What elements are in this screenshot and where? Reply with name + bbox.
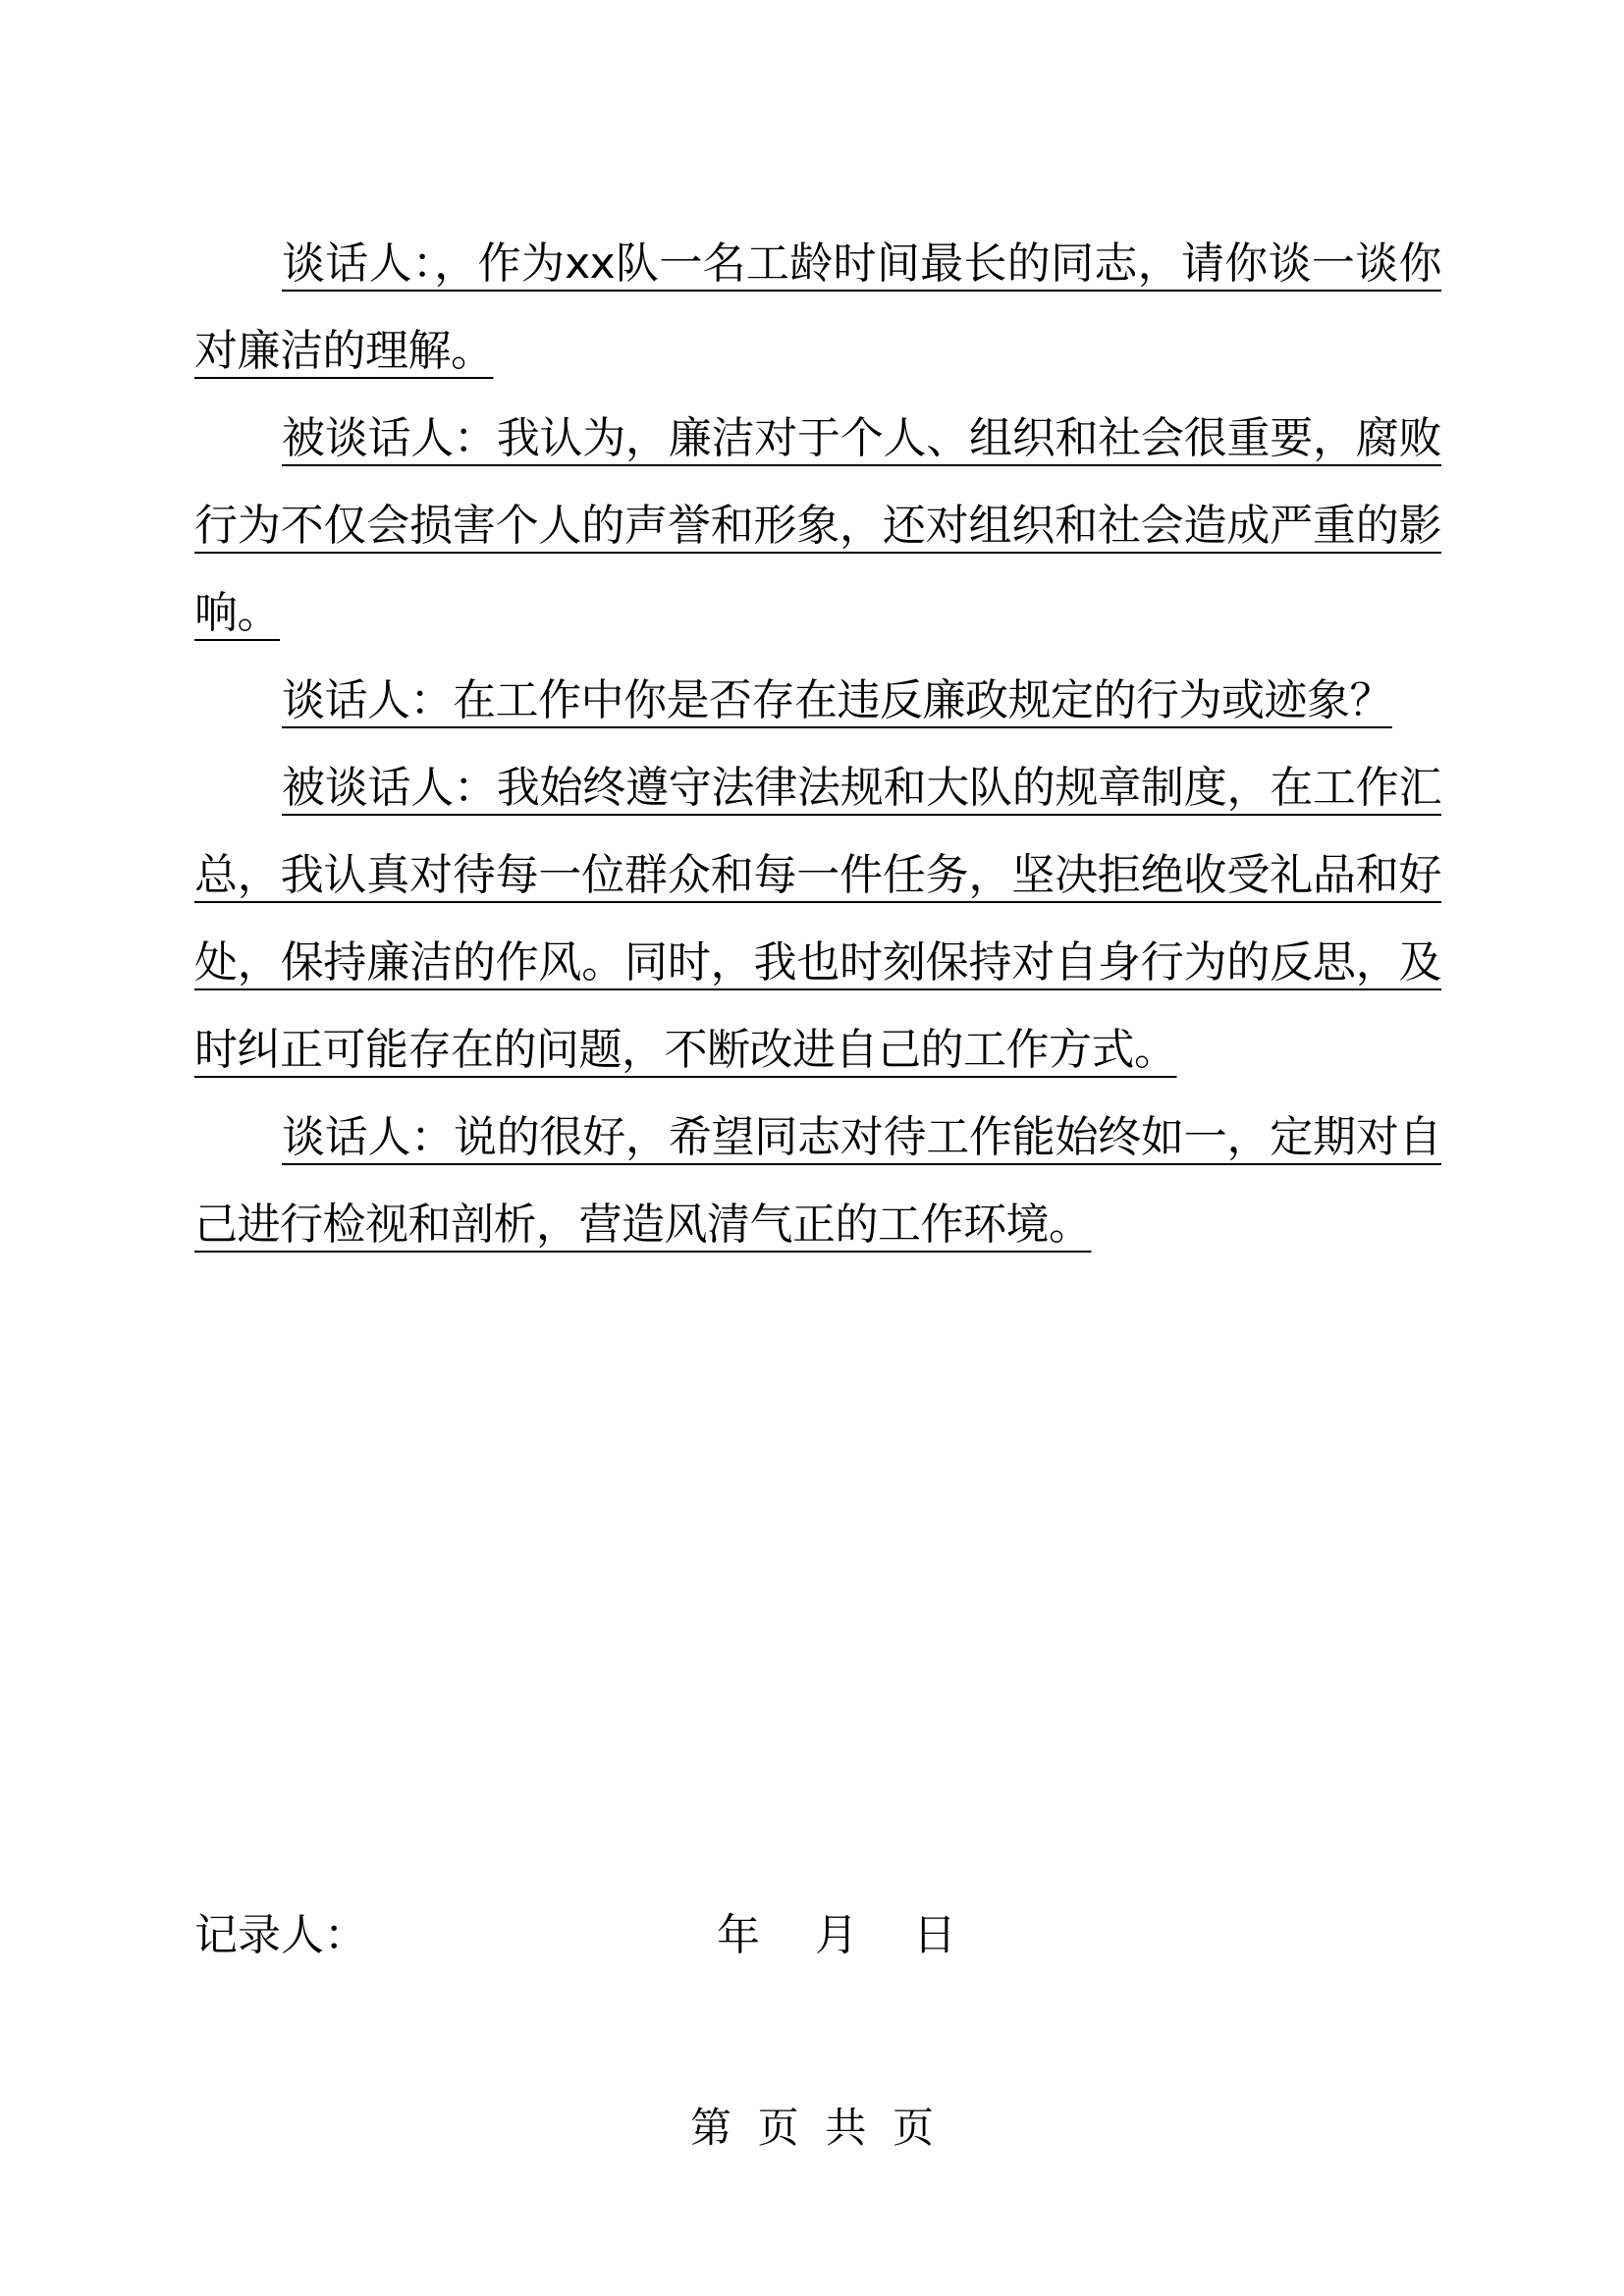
- paragraph-text: 谈话人：说的很好，希望同志对待工作能始终如一，定期对自己进行检视和剖析，营造风清气正的工作环境。: [194, 1112, 1441, 1250]
- date-label: 年 月 日: [717, 1910, 956, 1960]
- recorder-label: 记录人：: [194, 1910, 367, 1960]
- paragraph-text: 被谈话人：我始终遵守法律法规和大队的规章制度，在工作汇总，我认真对待每一位群众和每一件任务，坚决拒绝收受礼品和好处，保持廉洁的作风。同时，我也时刻保持对自身行为的反思，及时纠正可能存在的问题，不断改进自己的工作方式。: [194, 763, 1441, 1075]
- transcript-paragraph: [194, 395, 1441, 657]
- paragraph-text: 被谈话人：我认为，廉洁对于个人、组织和社会很重要，腐败行为不仅会损害个人的声誉和形象，还对组织和社会造成严重的影响。: [194, 413, 1441, 638]
- page-number: 第 页 共 页: [689, 2104, 935, 2152]
- transcript-paragraph: [194, 657, 1441, 744]
- transcript-paragraph: [194, 1094, 1441, 1268]
- paragraph-text: 谈话人：，作为xx队一名工龄时间最长的同志，请你谈一谈你对廉洁的理解。: [194, 239, 1441, 376]
- transcript-paragraph: [194, 220, 1441, 395]
- paragraph-text: 谈话人：在工作中你是否存在违反廉政规定的行为或迹象？: [282, 675, 1392, 725]
- conversation-transcript: [194, 220, 1441, 1268]
- transcript-paragraph: [194, 744, 1441, 1094]
